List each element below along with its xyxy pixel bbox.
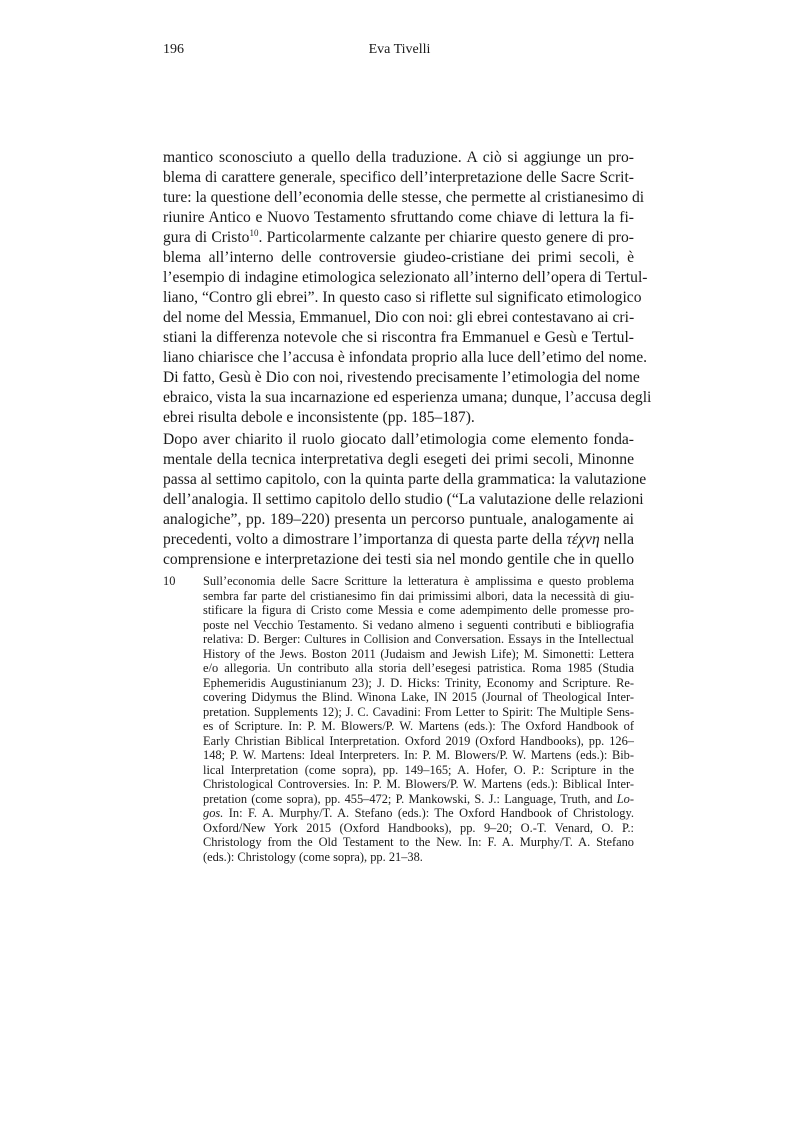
footnote-text	[203, 574, 634, 864]
text-segment: precedenti, volto a dimostrare l’importanza di questa parte della	[163, 531, 563, 548]
italic-term: gos.	[203, 806, 224, 820]
text-line: stiani la differenza notevole che si riscontra fra Emmanuel e Gesù e Tertul-	[163, 329, 634, 346]
footnote-line: Oxford/New York 2015 (Oxford Handbooks), pp. 9–20; O.-T. Venard, O. P.:	[203, 820, 634, 835]
text-line: ture: la questione dell’economia delle stesse, che permette al cristianesimo di	[163, 189, 645, 206]
footnote-number: 10	[163, 574, 176, 588]
footnote-line: es of Scripture. In: P. M. Blowers/P. W. Martens (eds.): The Oxford Handbook of	[203, 719, 634, 733]
footnote-line: relativa: D. Berger: Cultures in Collision and Conversation. Essays in the Intellectual	[203, 632, 634, 646]
text-line: l’esempio di indagine etimologica selezionato all’interno dell’opera di Tertul-	[163, 269, 648, 286]
footnote-line: lical Interpretation (come sopra), pp. 149–165; A. Hofer, O. P.: Scripture in the	[203, 762, 634, 777]
footnote-line: Early Christian Biblical Interpretation. Oxford 2019 (Oxford Handbooks), pp. 126–	[203, 733, 634, 748]
footnote-line: sembra far parte del cristianesimo fin dai primissimi albori, data la necessità di giu-	[203, 588, 634, 603]
text-line: passa al settimo capitolo, con la quinta parte della grammatica: la valutazione	[163, 471, 647, 488]
footnote-line: pretation. Supplements 12); J. C. Cavadini: From Letter to Spirit: The Multiple Sens-	[203, 704, 634, 719]
italic-term: Lo-	[616, 791, 634, 806]
footnote-reference[interactable]: 10	[249, 227, 259, 238]
footnote-line: Sull’economia delle Sacre Scritture la letteratura è amplissima e questo problema	[203, 574, 634, 588]
footnote-line: Christological Controversies. In: P. M. Blowers/P. W. Martens (eds.): Biblical Inter-	[203, 777, 634, 791]
footnote-line: e/o allegoria. Un contributo alla storia dell’esegesi patristica. Roma 1985 (Studia	[203, 661, 634, 675]
footnote-line: poste nel Vecchio Testamento. Si vedano almeno i seguenti contributi e bibliografia	[203, 617, 634, 632]
page-number: 196	[163, 42, 184, 57]
text-line	[163, 228, 634, 248]
text-line: mantico sconosciuto a quello della traduzione. A ciò si aggiunge un pro-	[163, 149, 634, 166]
footnote-line: Ephemeridis Augustinianum 23); J. D. Hicks: Trinity, Economy and Scripture. Re-	[203, 675, 634, 690]
text-line: dell’analogia. Il settimo capitolo dello studio (“La valutazione delle relazioni	[163, 491, 644, 508]
text-line: mentale della tecnica interpretativa degli esegeti dei primi secoli, Minonne	[163, 451, 634, 468]
running-head: Eva Tivelli	[368, 42, 431, 57]
footnote-line	[203, 806, 634, 821]
footnote-line: Christology from the Old Testament to the New. In: F. A. Murphy/T. A. Stefano	[203, 835, 634, 849]
text-line: Dopo aver chiarito il ruolo giocato dall’etimologia come elemento fonda-	[163, 431, 634, 448]
text-line: Di fatto, Gesù è Dio con noi, rivestendo precisamente l’etimologia del nome	[163, 369, 640, 386]
text-line: del nome del Messia, Emmanuel, Dio con noi: gli ebrei contestavano ai cri-	[163, 309, 635, 326]
text-line: liano, “Contro gli ebrei”. In questo caso si riflette sul significato etimologico	[163, 289, 642, 306]
text-line: analogiche”, pp. 189–220) presenta un percorso puntuale, analogamente ai	[163, 511, 634, 528]
footnote-line: stificare la figura di Cristo come Messia e come adempimento delle promesse pro-	[203, 603, 634, 617]
text-segment: pretation (come sopra), pp. 455–472; P. Mankowski, S. J.: Language, Truth, and	[203, 791, 617, 806]
footnote-line: History of the Jews. Boston 2011 (Judaism and Jewish Life); M. Simonetti: Lettera	[203, 646, 634, 661]
footnote-line: 148; P. W. Martens: Ideal Interpreters. In: P. M. Blowers/P. W. Martens (eds.): Bib-	[203, 748, 634, 762]
paragraph-1	[163, 148, 652, 428]
text-segment: nella	[599, 531, 634, 548]
text-line: blema all’interno delle controversie giudeo-cristiane dei primi secoli, è	[163, 249, 634, 266]
footnote-line	[203, 792, 634, 807]
text-line: riunire Antico e Nuovo Testamento sfruttando come chiave di lettura la fi-	[163, 209, 634, 226]
footnote-line: (eds.): Christology (come sopra), pp. 21–38.	[203, 849, 423, 864]
text-line: comprensione e interpretazione dei testi sia nel mondo gentile che in quello	[163, 551, 634, 568]
text-line: liano chiarisce che l’accusa è infondata proprio alla luce dell’etimo del nome.	[163, 349, 648, 366]
text-segment: In: F. A. Murphy/T. A. Stefano (eds.): The Oxford Handbook of Christology.	[228, 806, 634, 820]
footnote-line: covering Didymus the Blind. Winona Lake, IN 2015 (Journal of Theological Inter-	[203, 690, 634, 704]
text-line	[163, 530, 634, 550]
greek-word: τέχνη	[566, 531, 600, 548]
text-segment: gura di Cristo	[163, 229, 250, 246]
text-line: blema di carattere generale, specifico dell’interpretazione delle Sacre Scrit-	[163, 169, 634, 186]
paragraph-2	[163, 430, 647, 570]
text-line: ebraico, vista la sua incarnazione ed esperienza umana; dunque, l’accusa degli	[163, 389, 652, 406]
text-segment: . Particolarmente calzante per chiarire questo genere di pro-	[258, 229, 634, 246]
text-line: ebrei risulta debole e inconsistente (pp. 185–187).	[163, 409, 475, 426]
